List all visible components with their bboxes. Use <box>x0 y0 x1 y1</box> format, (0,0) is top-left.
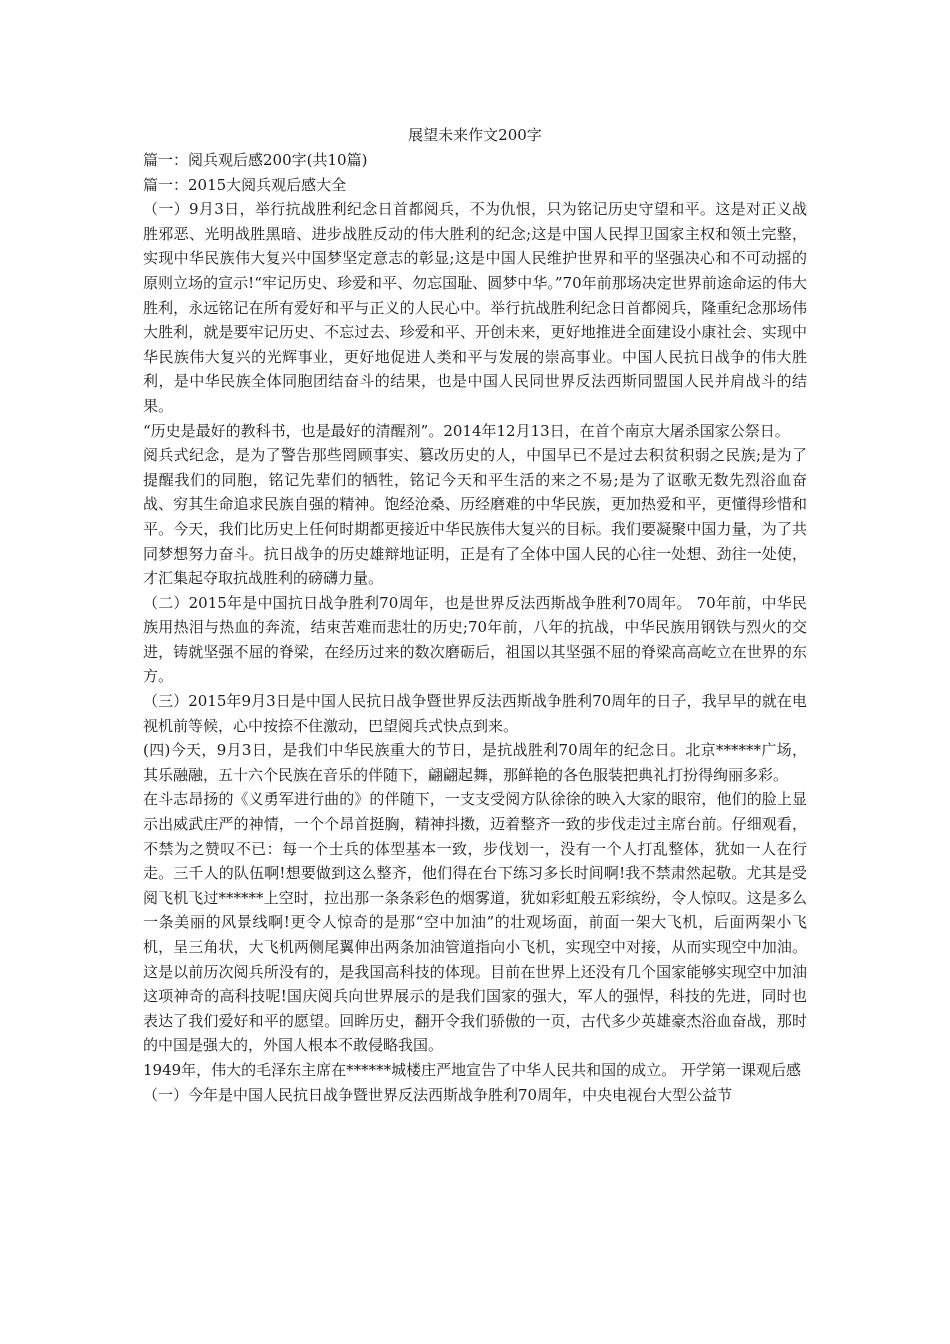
paragraph-heading-2: 篇一：2015大阅兵观后感大全 <box>143 175 347 194</box>
paragraph-heading-1: 篇一：阅兵观后感200字(共10篇) <box>143 151 368 169</box>
paragraph: 1949年，伟大的毛泽东主席在******城楼庄严地宣告了中华人民共和国的成立。 开学第一课观后感 <box>143 1060 801 1079</box>
paragraph: “历史是最好的教科书，也是最好的清醒剂”。2014年12月13日，在首个南京大屠杀国家公祭日。 <box>143 421 790 440</box>
paragraph: （二）2015年是中国抗日战争胜利70周年，也是世界反法西斯战争胜利70周年。 70年前，中华民族用热泪与热血的奔流，结束苦难而悲壮的历史;70年前，八年的抗战，中华民族用钢铁与烈火的交进，铸就坚强不屈的脊梁，在经历过来的数次磨砺后，祖国以其坚强不屈的脊梁高高屹立在世界的东方。 <box>143 593 807 686</box>
paragraph: 在斗志昂扬的《义勇军进行曲的》的伴随下，一支支受阅方队徐徐的映入大家的眼帘，他们的脸上显示出威武庄严的神情，一个个昂首挺胸，精神抖擞，迈着整齐一致的步伐走过主席台前。仔细观看，不禁为之赞叹不已：每一个士兵的体型基本一致，步伐划一，没有一个人打乱整体，犹如一人在行走。三千人的队伍啊!想要做到这么整齐，他们得在台下练习多长时间啊!我不禁肃然起敬。尤其是受阅飞机飞过******上空时，拉出那一条条彩色的烟雾道，犹如彩虹般五彩缤纷，令人惊叹。这是多么一条美丽的风景线啊!更令人惊奇的是那“空中加油”的壮观场面，前面一架大飞机，后面两架小飞机，呈三角状，大飞机两侧尾翼伸出两条加油管道指向小飞机，实现空中对接，从而实现空中加油。这是以前历次阅兵所没有的，是我国高科技的体现。目前在世界上还没有几个国家能够实现空中加油这项神奇的高科技呢!国庆阅兵向世界展示的是我们国家的强大，军人的强悍，科技的先进，同时也表达了我们爱好和平的愿望。回眸历史，翻开令我们骄傲的一页，古代多少英雄豪杰浴血奋战，那时的中国是强大的，外国人根本不敢侵略我国。 <box>143 790 807 1055</box>
document-page <box>143 124 807 1107</box>
paragraph: (四)今天，9月3日，是我们中华民族重大的节日，是抗战胜利70周年的纪念日。北京******广场，其乐融融，五十六个民族在音乐的伴随下，翩翩起舞，那鲜艳的各色服装把典礼打扮得绚丽多彩。 <box>143 741 807 784</box>
document-title: 展望未来作文200字 <box>408 126 542 144</box>
paragraph: （三）2015年9月3日是中国人民抗日战争暨世界反法西斯战争胜利70周年的日子，我早早的就在电视机前等候，心中按捺不住激动，巴望阅兵式快点到来。 <box>143 692 807 735</box>
paragraph: （一）今年是中国人民抗日战争暨世界反法西斯战争胜利70周年，中央电视台大型公益节 <box>143 1085 733 1104</box>
paragraph: 阅兵式纪念，是为了警告那些罔顾事实、篡改历史的人，中国早已不是过去积贫积弱之民族;是为了提醒我们的同胞，铭记先辈们的牺牲，铭记今天和平生活的来之不易;是为了讴歌无数先烈浴血奋战、穷其生命追求民族自强的精神。饱经沧桑、历经磨难的中华民族，更加热爱和平，更懂得珍惜和平。今天，我们比历史上任何时期都更接近中华民族伟大复兴的目标。我们要凝聚中国力量，为了共同梦想努力奋斗。抗日战争的历史雄辩地证明，正是有了全体中国人民的心往一处想、劲往一处使，才汇集起夺取抗战胜利的磅礴力量。 <box>143 446 807 588</box>
paragraph: （一）9月3日，举行抗战胜利纪念日首都阅兵，不为仇恨，只为铭记历史守望和平。这是对正义战胜邪恶、光明战胜黑暗、进步战胜反动的伟大胜利的纪念;这是中国人民捍卫国家主权和领土完整，实现中华民族伟大复兴中国梦坚定意志的彰显;这是中国人民维护世界和平的坚强决心和不可动摇的原则立场的宣示!“牢记历史、珍爱和平、勿忘国耻、圆梦中华。”70年前那场决定世界前途命运的伟大胜利，永远铭记在所有爱好和平与正义的人民心中。举行抗战胜利纪念日首都阅兵，隆重纪念那场伟大胜利，就是要牢记历史、不忘过去、珍爱和平、开创未来，更好地推进全面建设小康社会、实现中华民族伟大复兴的光辉事业，更好地促进人类和平与发展的崇高事业。中国人民抗日战争的伟大胜利，是中华民族全体同胞团结奋斗的结果，也是中国人民同世界反法西斯同盟国人民并肩战斗的结果。 <box>143 200 807 415</box>
